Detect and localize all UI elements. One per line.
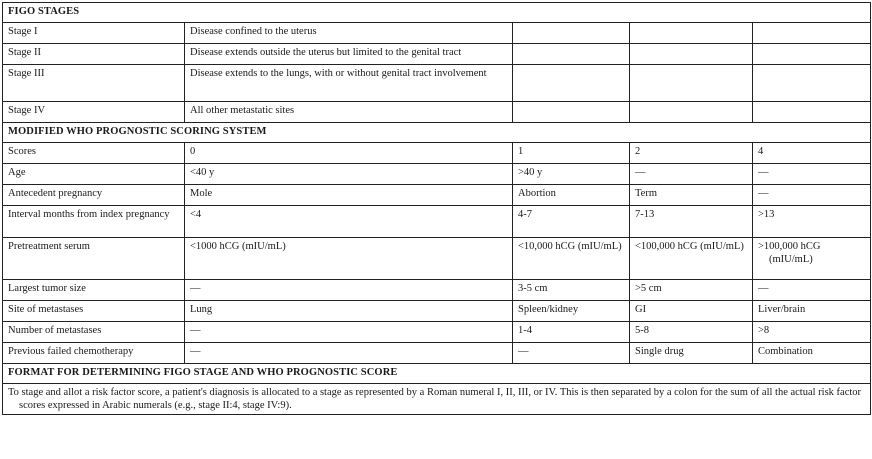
score-2-cell <box>630 238 753 280</box>
format-note-row <box>3 384 871 415</box>
score-4-cell: Combination <box>753 343 871 364</box>
score-1-cell: Spleen/kidney <box>513 301 630 322</box>
empty-cell <box>630 23 753 44</box>
score-4-cell: — <box>753 185 871 206</box>
score-1-value: <10,000 hCG (mIU/mL) <box>518 241 622 252</box>
empty-cell <box>513 65 630 102</box>
factor-label: Pretreatment serum <box>3 238 185 280</box>
score-0-cell: — <box>185 280 513 301</box>
table-row <box>3 280 871 301</box>
score-1-cell: >40 y <box>513 164 630 185</box>
stage-label: Stage II <box>3 44 185 65</box>
score-4-cell: >8 <box>753 322 871 343</box>
stage-description: Disease confined to the uterus <box>185 23 513 44</box>
score-2-cell: 7-13 <box>630 206 753 238</box>
score-2-cell: Single drug <box>630 343 753 364</box>
score-0-cell: <4 <box>185 206 513 238</box>
score-0-cell: — <box>185 322 513 343</box>
factor-label: Antecedent pregnancy <box>3 185 185 206</box>
score-1-cell: Abortion <box>513 185 630 206</box>
factor-label: Interval months from index pregnancy <box>8 209 170 220</box>
score-0-cell: <40 y <box>185 164 513 185</box>
stage-description: Disease extends to the lungs, with or without genital tract involvement <box>190 68 487 79</box>
format-note-cell <box>3 384 871 415</box>
score-2-cell: Term <box>630 185 753 206</box>
score-0-cell: 0 <box>185 143 513 164</box>
score-1-cell: 4-7 <box>513 206 630 238</box>
score-4-cell: >13 <box>753 206 871 238</box>
format-note-text: To stage and allot a risk factor score, a patient's diagnosis is allocated to a stage as represented by a Roman numeral I, II, III, or IV. This is then separated by a colon for the sum of all the actual risk factor scores expressed in Arabic numerals (e.g., stage II:4, stage IV:9). <box>8 387 862 411</box>
empty-cell <box>753 23 871 44</box>
stage-label: Stage IV <box>3 102 185 123</box>
stage-description: Disease extends outside the uterus but limited to the genital tract <box>185 44 513 65</box>
table-row <box>3 206 871 238</box>
stage-label: Stage I <box>3 23 185 44</box>
factor-label-cell <box>3 206 185 238</box>
score-4-cell: Liver/brain <box>753 301 871 322</box>
table-row <box>3 44 871 65</box>
factor-label: Age <box>3 164 185 185</box>
score-2-cell: 2 <box>630 143 753 164</box>
empty-cell <box>513 44 630 65</box>
score-4-cell: — <box>753 164 871 185</box>
score-1-cell: — <box>513 343 630 364</box>
factor-label: Site of metastases <box>3 301 185 322</box>
empty-cell <box>513 102 630 123</box>
table-row <box>3 23 871 44</box>
who-section-header <box>3 123 871 143</box>
table-row <box>3 238 871 280</box>
table-row <box>3 301 871 322</box>
score-0-cell: — <box>185 343 513 364</box>
table-row <box>3 164 871 185</box>
empty-cell <box>630 44 753 65</box>
score-2-cell: 5-8 <box>630 322 753 343</box>
empty-cell <box>630 65 753 102</box>
empty-cell <box>753 65 871 102</box>
score-4-cell: 4 <box>753 143 871 164</box>
score-4-cell: — <box>753 280 871 301</box>
figo-section-header <box>3 3 871 23</box>
who-heading: MODIFIED WHO PROGNOSTIC SCORING SYSTEM <box>3 123 871 143</box>
score-1-cell: 3-5 cm <box>513 280 630 301</box>
factor-label: Scores <box>3 143 185 164</box>
score-4-cell <box>753 238 871 280</box>
score-1-cell: 1 <box>513 143 630 164</box>
score-0-cell: Mole <box>185 185 513 206</box>
stage-label: Stage III <box>3 65 185 102</box>
figo-who-table <box>2 2 871 415</box>
empty-cell <box>753 102 871 123</box>
table-row <box>3 185 871 206</box>
format-section-header <box>3 364 871 384</box>
score-2-cell: — <box>630 164 753 185</box>
factor-label: Number of metastases <box>3 322 185 343</box>
empty-cell <box>630 102 753 123</box>
score-1-cell <box>513 238 630 280</box>
score-2-cell: >5 cm <box>630 280 753 301</box>
table-row <box>3 143 871 164</box>
score-2-cell: GI <box>630 301 753 322</box>
stage-description-cell <box>185 65 513 102</box>
table-row <box>3 102 871 123</box>
format-heading: FORMAT FOR DETERMINING FIGO STAGE AND WHO PROGNOSTIC SCORE <box>3 364 871 384</box>
score-4-value: >100,000 hCG (mIU/mL) <box>758 241 821 265</box>
table-row <box>3 343 871 364</box>
score-1-cell: 1-4 <box>513 322 630 343</box>
factor-label: Largest tumor size <box>3 280 185 301</box>
empty-cell <box>513 23 630 44</box>
table-row <box>3 65 871 102</box>
table-row <box>3 322 871 343</box>
score-0-cell: Lung <box>185 301 513 322</box>
factor-label: Previous failed chemotherapy <box>3 343 185 364</box>
score-2-value: <100,000 hCG (mIU/mL) <box>635 241 744 252</box>
figo-heading: FIGO STAGES <box>3 3 871 23</box>
stage-description: All other metastatic sites <box>185 102 513 123</box>
empty-cell <box>753 44 871 65</box>
score-0-cell: <1000 hCG (mIU/mL) <box>185 238 513 280</box>
